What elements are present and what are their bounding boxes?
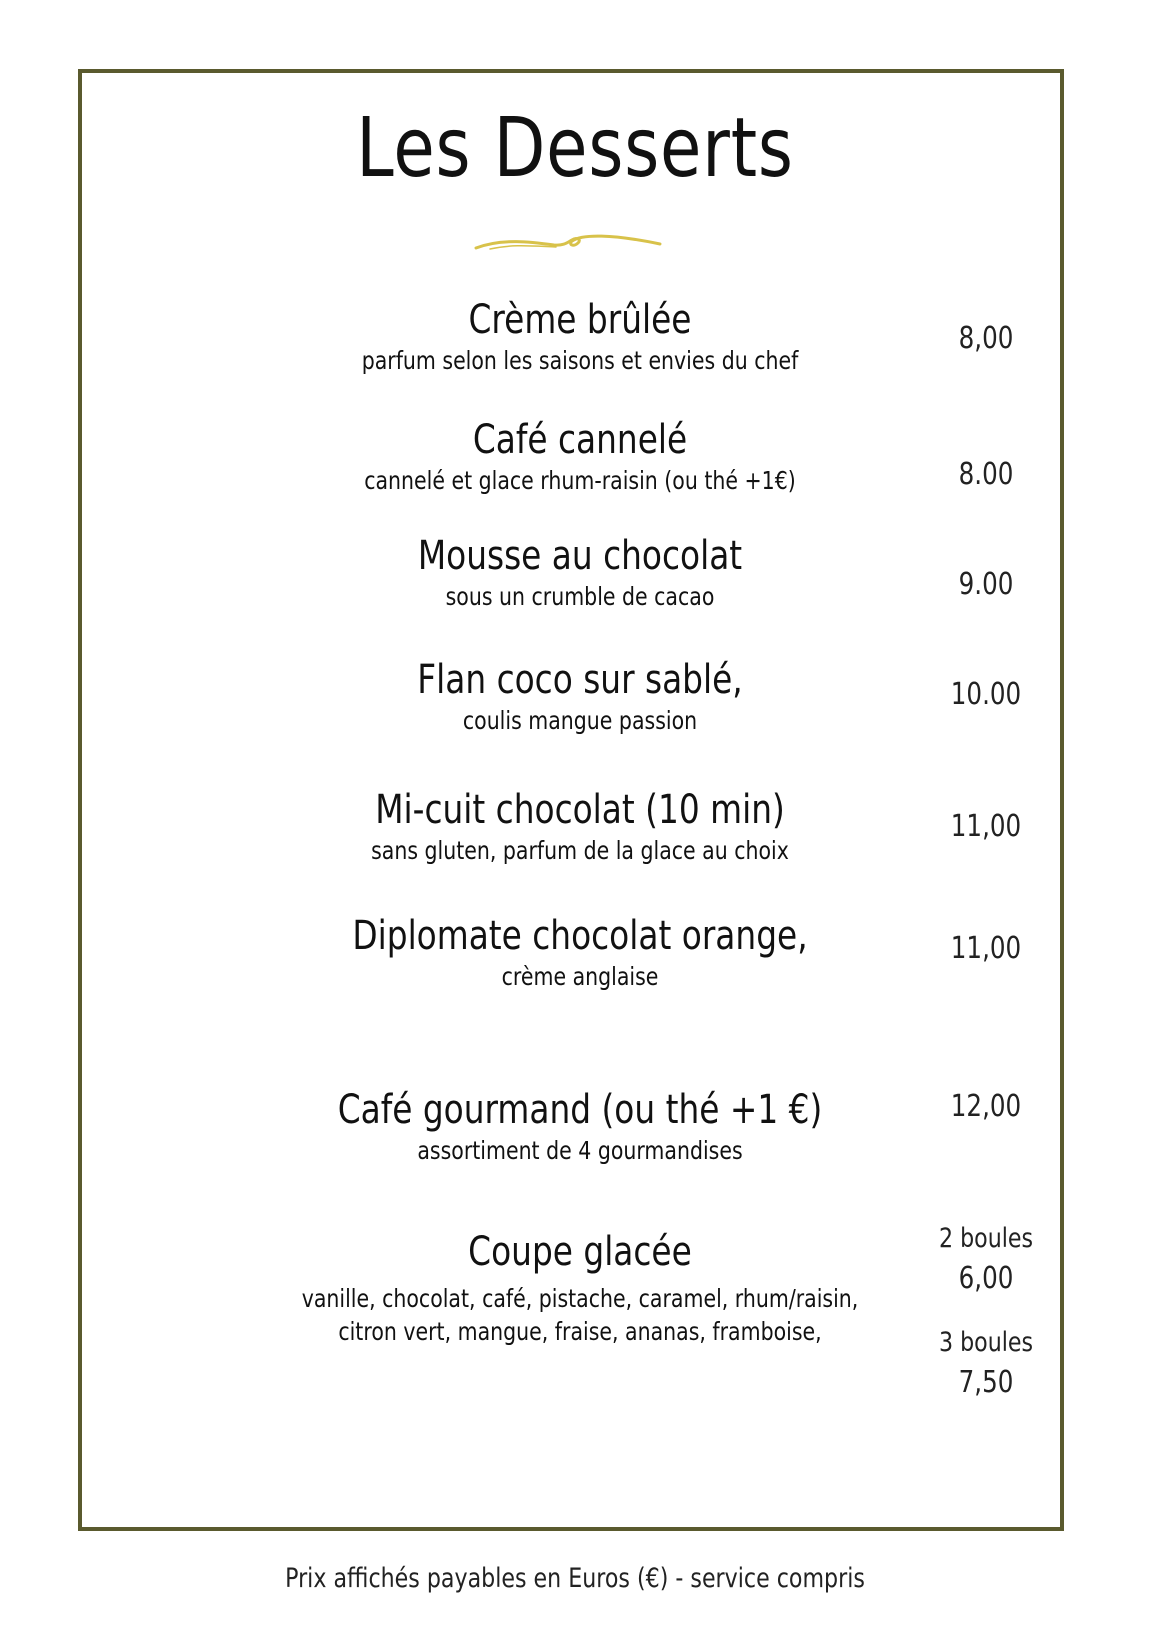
price-option-label: 3 boules	[938, 1327, 1034, 1358]
flourish-ornament-icon	[472, 232, 664, 258]
item-price: 10.00	[950, 677, 1022, 712]
item-name: Flan coco sur sablé,	[417, 657, 743, 703]
item-name: Café gourmand (ou thé +1 €)	[337, 1087, 823, 1133]
item-description: coulis mangue passion	[462, 706, 698, 735]
item-price: 11,00	[950, 931, 1022, 966]
item-price: 11,00	[950, 809, 1022, 844]
item-price: 12,00	[950, 1089, 1022, 1124]
menu-item-cafe-gourmand	[200, 1086, 960, 1167]
item-description: assortiment de 4 gourmandises	[417, 1136, 743, 1165]
item-name: Mi-cuit chocolat (10 min)	[375, 787, 785, 833]
page-title: Les Desserts	[356, 101, 794, 196]
item-description: sous un crumble de cacao	[445, 582, 715, 611]
item-name: Coupe glacée	[468, 1229, 692, 1275]
menu-item-mi-cuit	[200, 786, 960, 867]
item-name: Crème brûlée	[468, 297, 692, 343]
menu-item-creme-brulee	[200, 296, 960, 377]
menu-item-mousse-chocolat	[200, 532, 960, 613]
item-description-line-1: vanille, chocolat, café, pistache, caramel, rhum/raisin,	[301, 1284, 859, 1313]
menu-item-flan-coco	[200, 656, 960, 737]
item-description: sans gluten, parfum de la glace au choix	[371, 836, 789, 865]
item-description-line-2: citron vert, mangue, fraise, ananas, framboise,	[338, 1317, 822, 1346]
menu-item-cafe-cannele	[200, 416, 960, 497]
item-name: Diplomate chocolat orange,	[352, 913, 808, 959]
item-price: 8.00	[958, 457, 1014, 492]
menu-item-coupe-glacee	[200, 1228, 960, 1348]
item-description: parfum selon les saisons et envies du chef	[361, 346, 799, 375]
footer-note: Prix affichés payables en Euros (€) - service compris	[285, 1563, 865, 1594]
item-name: Mousse au chocolat	[417, 533, 743, 579]
price-option-label: 2 boules	[938, 1223, 1034, 1254]
price-option-value: 6,00	[958, 1261, 1014, 1296]
menu-item-diplomate	[200, 912, 960, 993]
item-name: Café cannelé	[472, 417, 688, 463]
item-price: 9.00	[958, 567, 1014, 602]
item-description: cannelé et glace rhum-raisin (ou thé +1€)	[364, 466, 796, 495]
price-option-value: 7,50	[958, 1365, 1014, 1400]
item-description: crème anglaise	[501, 962, 659, 991]
item-price: 8,00	[958, 321, 1014, 356]
